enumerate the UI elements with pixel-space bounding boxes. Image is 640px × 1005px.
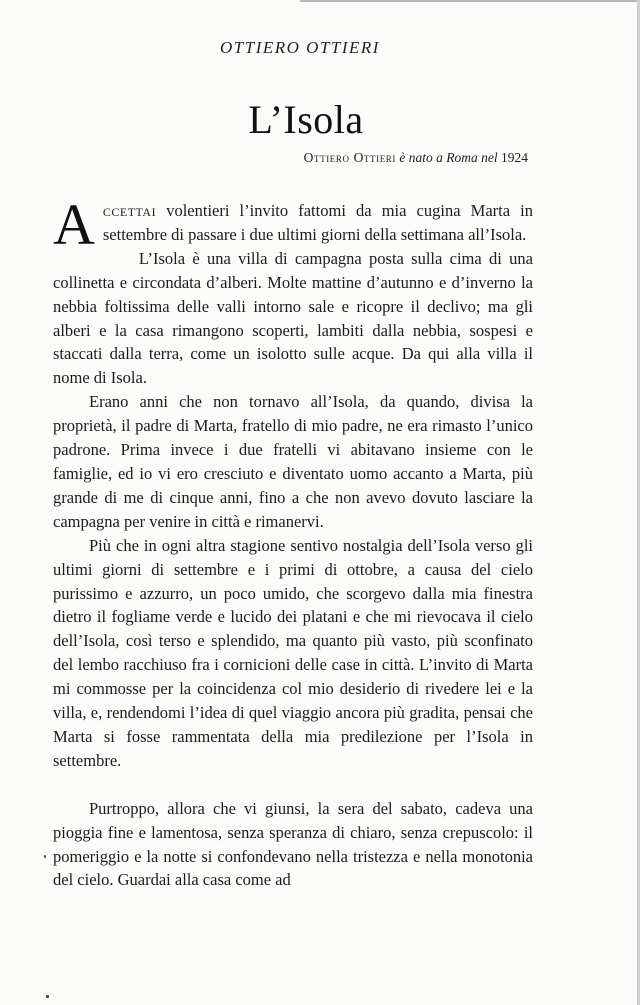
- scan-speck: [44, 855, 46, 858]
- body-text: [53, 192, 533, 892]
- drop-cap: A: [53, 192, 95, 257]
- top-scan-rule: [300, 0, 640, 2]
- running-head: OTTIERO OTTIERI: [220, 38, 380, 57]
- byline-birth-text: è nato a Roma nel: [396, 150, 501, 165]
- paragraph-5: Purtroppo, allora che vi giunsi, la sera del sabato, cadeva una pioggia fine e lamentosa, senza speranza di chiaro, senza crepuscolo: il pomeriggio e la notte si confondevano nella tristezza e nella monotonia del cielo. Guardai alla casa come ad: [53, 798, 533, 890]
- author-byline: [304, 150, 528, 166]
- byline-birth-year: 1924: [501, 150, 528, 165]
- paragraph-4: Più che in ogni altra stagione sentivo nostalgia dell’Isola verso gli ultimi giorni di settembre e i primi di ottobre, a causa del cielo purissimo e azzurro, un poco umido, che scorgevo dalla mia finestra dietro il fogliame verde e lucido dei platani e che mi rievocava il cielo dell’Isola, così terso e splendido, ma quanto più vasto, più sconfinato del lembo racchiuso fra i cornicioni delle case in città. L’invito di Marta mi commosse per la coincidenza col mio desiderio di rivedere lei e la villa, e, rendendomi l’idea di quel viaggio ancora più gradita, pensai che Marta si fosse rammentata della mia predilezione per l’Isola in settembre.: [53, 535, 533, 770]
- paragraph-3: Erano anni che non tornavo all’Isola, da quando, divisa la proprietà, il padre di Marta, fratello di mio padre, ne era rimasto l’unico padrone. Prima invece i due fratelli vi abitavano insieme con le famiglie, ed io vi ero cresciuto e diventato uomo accanto a Marta, più grande di me di cinque anni, fino a che non avevo dovuto lasciare la campagna per venire in città e rimanervi.: [53, 392, 533, 531]
- scan-speck: [46, 995, 49, 998]
- paragraph-1: [53, 192, 533, 257]
- lead-small-caps: ccettai: [102, 201, 157, 220]
- paragraph-2: L’Isola è una villa di campagna posta sulla cima di una collinetta e circondata d’alberi. Molte mattine d’autunno e d’inverno la nebbia foltissima delle valli intorno sale e ricopre il declivo; ma gli alberi e la casa rimangono scoperti, lambiti dalla nebbia, sospesi e staccati dalla terra, come un isolotto sulle acque. Da qui alla villa il nome di Isola.: [53, 248, 533, 388]
- byline-author-name: Ottiero Ottieri: [303, 150, 397, 165]
- chapter-title: L’Isola: [248, 97, 364, 142]
- paragraph-1-text: volentieri l’invito fattomi da mia cugina Marta in settembre di passare i due ultimi giorni della settimana all’Isola.: [102, 201, 533, 244]
